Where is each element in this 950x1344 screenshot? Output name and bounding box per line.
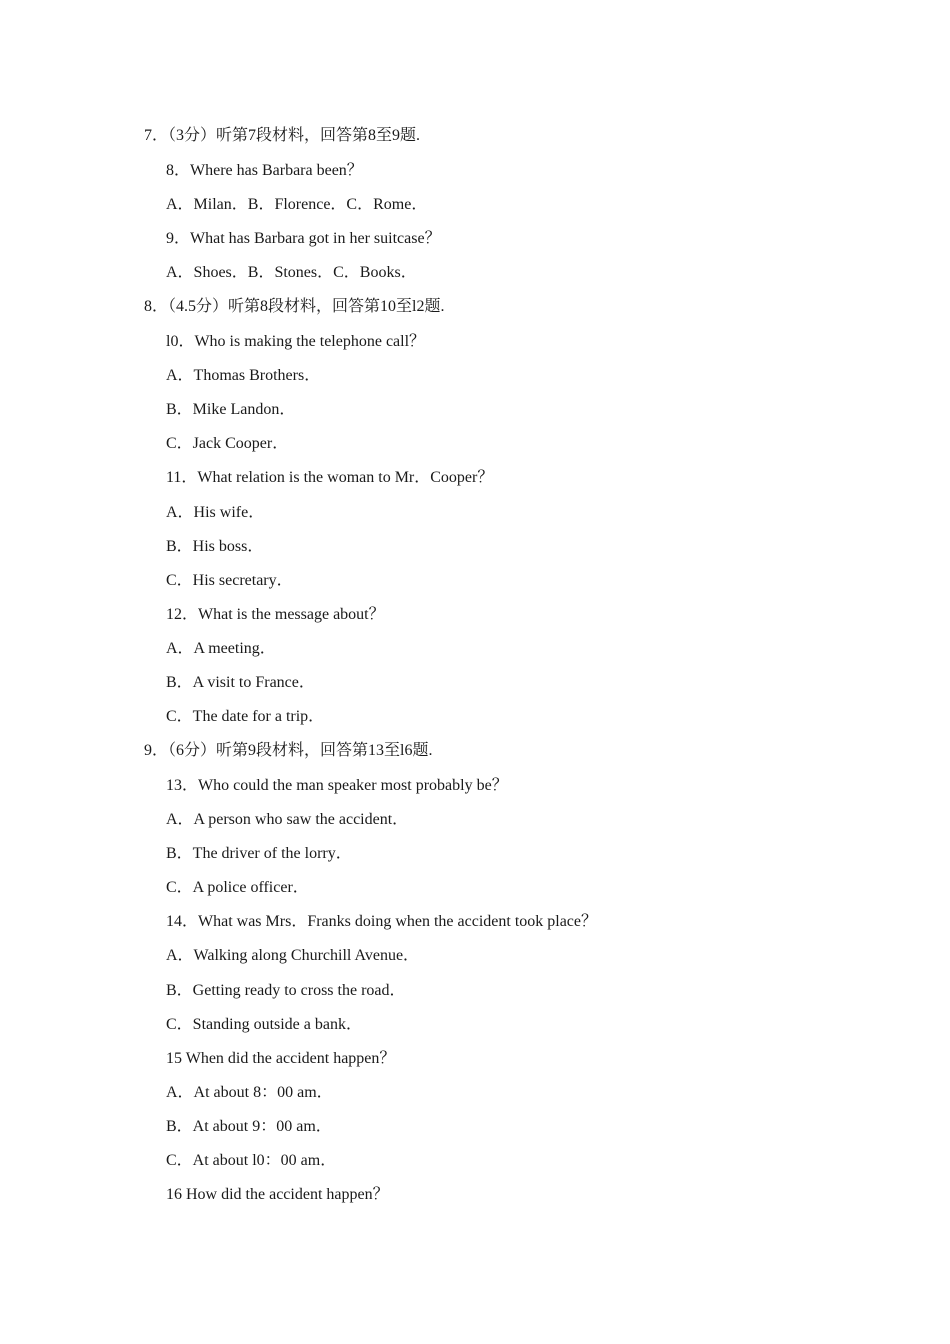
question-9: 9．What has Barbara got in her suitcase？ [166,230,441,247]
question-16: 16 How did the accident happen？ [166,1186,389,1203]
question-12: 12．What is the message about？ [166,606,385,623]
option-line: B．Mike Landon． [166,401,296,418]
option-line: B．His boss． [166,538,264,555]
option-line: C．Jack Cooper． [166,435,289,452]
option-line: C．Standing outside a bank． [166,1016,362,1033]
question-8: 8．Where has Barbara been？ [166,162,363,179]
question-11: 11．What relation is the woman to Mr．Cooper？ [166,469,494,486]
option-line: A．A meeting． [166,640,276,657]
option-line: C．A police officer． [166,879,309,896]
question-15: 15 When did the accident happen？ [166,1050,396,1067]
option-line: A．A person who saw the accident． [166,811,409,828]
question-10: l0．Who is making the telephone call？ [166,333,426,350]
section-heading-7: 7．（3分）听第7段材料，回答第8至9题. [144,127,421,144]
question-13: 13．Who could the man speaker most probably be？ [166,777,508,794]
option-line: A．Walking along Churchill Avenue． [166,947,420,964]
option-line: A．His wife． [166,504,265,521]
question-14: 14．What was Mrs．Franks doing when the accident took place？ [166,913,598,930]
option-line: C．His secretary． [166,572,293,589]
option-line: B．The driver of the lorry． [166,845,352,862]
section-heading-8: 8．（4.5分）听第8段材料，回答第10至l2题. [144,298,445,315]
option-line: A．At about 8：00 am． [166,1084,333,1101]
option-line: C．The date for a trip． [166,708,325,725]
option-line: B．At about 9：00 am． [166,1118,332,1135]
option-line: C．At about l0：00 am． [166,1152,337,1169]
question-8-options: A．Milan．B．Florence．C．Rome． [166,196,428,213]
section-heading-9: 9．（6分）听第9段材料，回答第13至l6题. [144,742,433,759]
question-9-options: A．Shoes．B．Stones．C．Books． [166,264,417,281]
option-line: B．A visit to France． [166,674,315,691]
option-line: B．Getting ready to cross the road． [166,982,406,999]
option-line: A．Thomas Brothers． [166,367,321,384]
